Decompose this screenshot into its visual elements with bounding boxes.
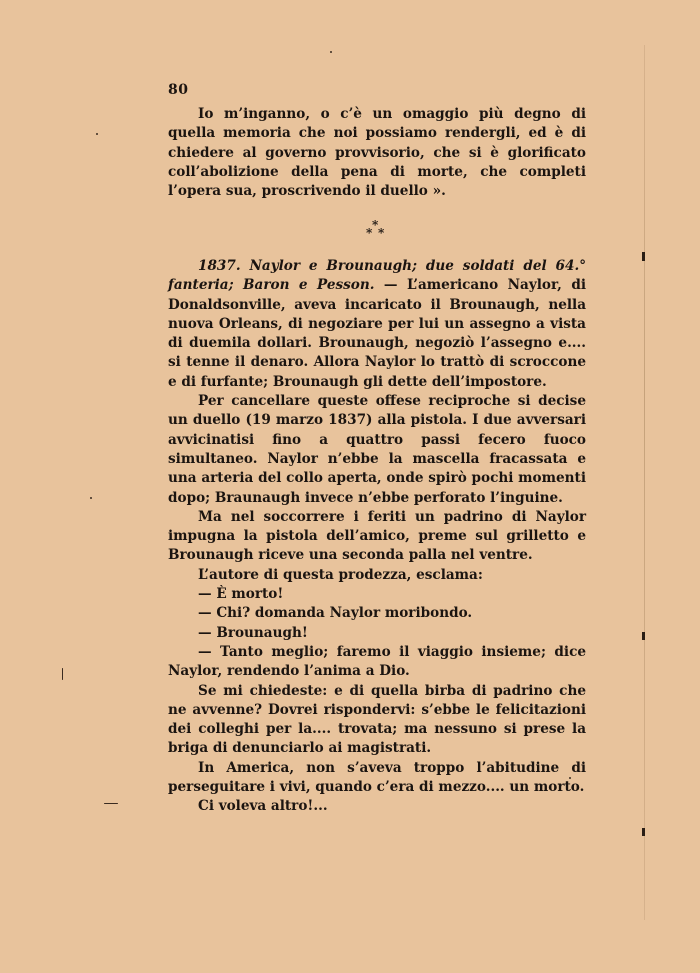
paragraph: In America, non s’aveva troppo l’abitudine di perseguitare i vivi, quando c’era di mezzo.... un morto. xyxy=(168,759,586,796)
section-lead-title: 1837. Naylor e Brounaugh; due soldati del 64.° fanteria; Baron e Pesson. xyxy=(168,258,586,294)
section-lead-text: — L’americano Naylor, di Donaldsonville, aveva incaricato il Brounaugh, nella nuova Orleans, di negoziare per lui un assegno a vista di duemila dollari. Brounaugh, negoziò l’assegno e.... si tenne il denaro. Allora Naylor lo trattò di scroccone e di furfante; Brounaugh gli dette dell’impostore. xyxy=(168,277,586,390)
paragraph: Ci voleva altro!... xyxy=(198,798,328,815)
paragraph: Io m’inganno, o c’è un omaggio più degno di quella memoria che noi possiamo rendergli, ed è di chiedere al governo provvisorio, che si è glorificato coll’abolizione della pena di morte, che completi l’opera sua, proscrivendo il duello ». xyxy=(168,106,586,200)
paper-speck xyxy=(330,51,332,53)
dialogue-line: — Tanto meglio; faremo il viaggio insieme; dice Naylor, rendendo l’anima a Dio. xyxy=(168,643,586,680)
dialogue-line: — Chi? domanda Naylor moribondo. xyxy=(198,605,473,622)
paragraph: Per cancellare queste offese reciproche si decise un duello (19 marzo 1837) alla pistola. I due avversari avvicinatisi fino a quattro passi fecero fuoco simultaneo. Naylor n’ebbe la mascella fracassata e una arteria del collo aperta, onde spirò pochi momenti dopo; Braunaugh invece n’ebbe perforato l’inguine. xyxy=(168,393,586,506)
section-body xyxy=(168,257,586,817)
page-edge-shadow xyxy=(644,45,645,920)
paragraph: Se mi chiedeste: e di quella birba di padrino che ne avvenne? Dovrei rispondervi: s’ebbe le felicitazioni dei colleghi per la.... trovata; ma nessuno si prese la briga di denunciarlo ai magistrati. xyxy=(168,682,586,757)
paragraph: L’autore di questa prodezza, esclama: xyxy=(198,566,483,583)
paper-speck xyxy=(62,668,63,680)
paper-speck xyxy=(90,497,92,499)
paper-speck xyxy=(104,803,118,804)
edge-mark xyxy=(642,632,645,640)
top-paragraph-block xyxy=(168,105,586,201)
section-lead-paragraph xyxy=(168,257,586,392)
edge-mark xyxy=(642,252,645,261)
dialogue-line: — È morto! xyxy=(198,586,284,603)
section-divider-asterism: * * * xyxy=(366,218,385,240)
page-number: 80 xyxy=(168,82,189,98)
paragraph: Ma nel soccorrere i feriti un padrino di Naylor impugna la pistola dell’amico, preme sul grilletto e Brounaugh riceve una seconda palla nel ventre. xyxy=(168,508,586,564)
paper-speck xyxy=(96,133,98,135)
edge-mark xyxy=(642,828,645,836)
dialogue-line: — Brounaugh! xyxy=(198,624,308,641)
